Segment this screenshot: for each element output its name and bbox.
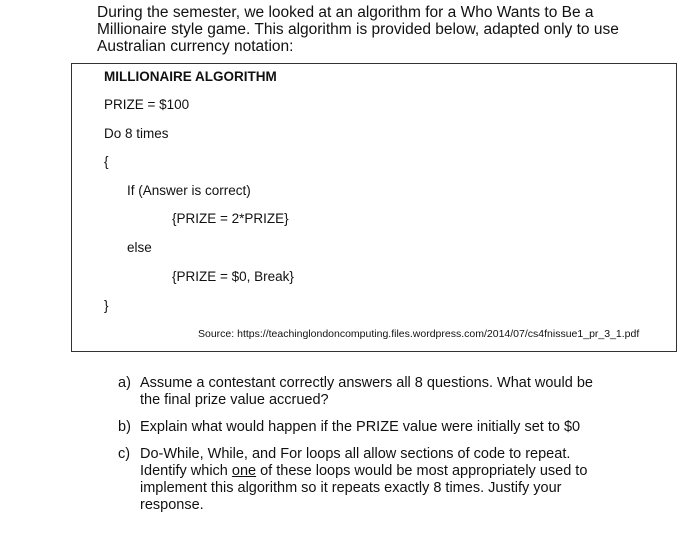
- source-citation: Source: https://teachinglondoncomputing.files.wordpress.com/2014/07/cs4fnissue1_pr_3_1.pdf: [198, 328, 640, 340]
- algorithm-close-brace: }: [104, 298, 109, 313]
- question-label: b): [118, 419, 131, 435]
- question-c: [118, 446, 638, 514]
- algorithm-box: [71, 63, 677, 352]
- question-line: implement this algorithm so it repeats exactly 8 times. Justify your: [140, 480, 562, 496]
- intro-line: During the semester, we looked at an algorithm for a Who Wants to Be a: [97, 4, 594, 21]
- question-line: [140, 463, 638, 480]
- algorithm-line-prize-init: PRIZE = $100: [104, 97, 190, 112]
- question-line: Assume a contestant correctly answers all 8 questions. What would be: [140, 375, 593, 391]
- question-line: Do-While, While, and For loops all allow sections of code to repeat.: [140, 446, 571, 462]
- intro-paragraph: [97, 4, 657, 55]
- algorithm-line-zero: {PRIZE = $0, Break}: [172, 269, 294, 284]
- algorithm-line-else: else: [127, 240, 152, 255]
- question-text: Identify which: [140, 463, 232, 479]
- algorithm-title: MILLIONAIRE ALGORITHM: [104, 69, 277, 84]
- question-a: [118, 375, 638, 409]
- question-text: of these loops would be most appropriately used to: [256, 463, 588, 479]
- algorithm-line-double: {PRIZE = 2*PRIZE}: [172, 211, 289, 226]
- question-b: [118, 419, 638, 436]
- question-line: response.: [140, 497, 204, 513]
- question-list: [118, 375, 638, 524]
- question-line: the final prize value accrued?: [140, 392, 329, 408]
- emphasis-underlined: one: [231, 463, 257, 479]
- question-label: a): [118, 375, 131, 391]
- intro-line: Australian currency notation:: [97, 38, 294, 55]
- question-line: Explain what would happen if the PRIZE value were initially set to $0: [140, 419, 581, 435]
- intro-line: Millionaire style game. This algorithm is provided below, adapted only to use: [97, 21, 619, 38]
- algorithm-line-if: If (Answer is correct): [127, 183, 251, 198]
- question-label: c): [118, 446, 131, 462]
- algorithm-line-loop: Do 8 times: [104, 126, 169, 141]
- algorithm-open-brace: {: [104, 154, 109, 169]
